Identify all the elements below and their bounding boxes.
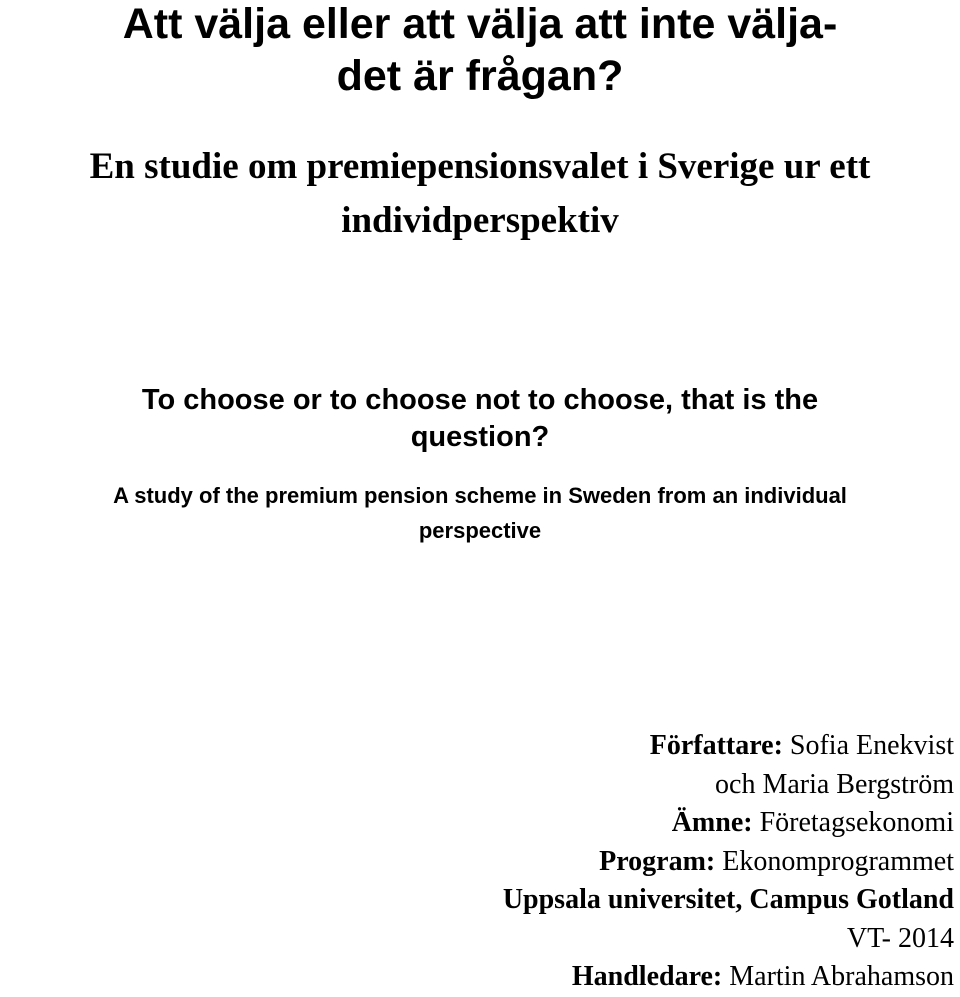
subject-value: Företagsekonomi [752,807,954,838]
english-title-line-1: To choose or to choose not to choose, that is the [141,384,819,416]
authors-label: Författare: [649,730,783,761]
university-row [154,881,954,920]
authors-row-continued: och Maria Bergström [715,768,954,800]
authors-row [154,727,954,766]
swedish-subtitle-line-1: En studie om premiepensionsvalet i Sverige ur ett [89,146,871,187]
swedish-subtitle-line-2: individperspektiv [341,200,619,241]
english-subtitle-line-2: perspective [418,518,542,543]
university-name: Uppsala universitet, Campus Gotland [502,884,954,915]
authors-value: Sofia Enekvist [782,730,954,761]
english-title [0,382,960,456]
supervisor-value: Martin Abrahamson [722,961,954,992]
subject-row [154,804,954,843]
swedish-title-line-1: Att välja eller att välja att inte välja- [122,0,838,48]
program-row [154,843,954,882]
english-subtitle-line-1: A study of the premium pension scheme in Sweden from an individual [113,483,847,508]
term-row: VT- 2014 [846,922,954,954]
program-label: Program: [599,845,716,877]
supervisor-label: Handledare: [571,961,723,992]
thesis-info-block [154,727,954,997]
supervisor-row [154,958,954,997]
english-subtitle [0,478,960,548]
subject-label: Ämne: [671,807,753,838]
english-title-line-2: question? [410,421,550,453]
swedish-title [0,0,960,102]
program-value: Ekonomprogrammet [715,845,954,877]
swedish-subtitle [0,140,960,248]
swedish-title-line-2: det är frågan? [336,52,624,100]
